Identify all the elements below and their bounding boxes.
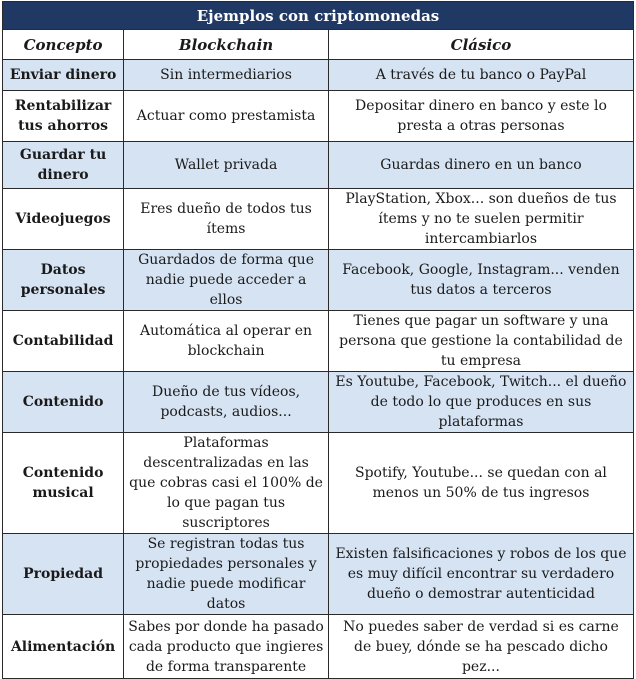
row-blockchain: Wallet privada xyxy=(124,142,329,189)
table-row xyxy=(3,250,634,311)
row-classic: Depositar dinero en banco y este lo presta a otras personas xyxy=(328,91,633,142)
table-row xyxy=(3,534,634,615)
row-classic: No puedes saber de verdad si es carne de buey, dónde se ha pescado dicho pez... xyxy=(328,615,633,679)
row-classic: PlayStation, Xbox... son dueños de tus ítems y no te suelen permitir intercambiarlos xyxy=(328,189,633,250)
row-concept: Contabilidad xyxy=(3,311,124,372)
row-concept: Enviar dinero xyxy=(3,60,124,91)
row-classic: Existen falsificaciones y robos de los que es muy difícil encontrar su verdadero dueño o demostrar autenticidad xyxy=(328,534,633,615)
table-row xyxy=(3,615,634,679)
row-blockchain: Sabes por donde ha pasado cada producto que ingieres de forma transparente xyxy=(124,615,329,679)
row-classic: Es Youtube, Facebook, Twitch... el dueño de todo lo que produces en sus plataformas xyxy=(328,372,633,433)
table-row xyxy=(3,433,634,534)
row-concept: Contenido xyxy=(3,372,124,433)
table-row xyxy=(3,311,634,372)
row-concept: Contenido musical xyxy=(3,433,124,534)
header-concept: Concepto xyxy=(3,30,124,60)
row-blockchain: Se registran todas tus propiedades personales y nadie puede modificar datos xyxy=(124,534,329,615)
row-blockchain: Plataformas descentralizadas en las que cobras casi el 100% de lo que pagan tus suscriptores xyxy=(124,433,329,534)
row-concept: Guardar tu dinero xyxy=(3,142,124,189)
row-blockchain: Guardados de forma que nadie puede acceder a ellos xyxy=(124,250,329,311)
row-classic: Spotify, Youtube... se quedan con al menos un 50% de tus ingresos xyxy=(328,433,633,534)
table-row xyxy=(3,142,634,189)
row-blockchain: Dueño de tus vídeos, podcasts, audios... xyxy=(124,372,329,433)
table-title: Ejemplos con criptomonedas xyxy=(3,2,634,30)
row-concept: Rentabilizar tus ahorros xyxy=(3,91,124,142)
row-classic: Guardas dinero en un banco xyxy=(328,142,633,189)
header-classic: Clásico xyxy=(328,30,633,60)
row-classic: Tienes que pagar un software y una persona que gestione la contabilidad de tu empresa xyxy=(328,311,633,372)
row-blockchain: Sin intermediarios xyxy=(124,60,329,91)
row-concept: Videojuegos xyxy=(3,189,124,250)
table-row xyxy=(3,372,634,433)
row-blockchain: Eres dueño de todos tus ítems xyxy=(124,189,329,250)
row-concept: Alimentación xyxy=(3,615,124,679)
crypto-comparison-table xyxy=(2,1,634,679)
row-concept: Datos personales xyxy=(3,250,124,311)
header-row xyxy=(3,30,634,60)
row-blockchain: Automática al operar en blockchain xyxy=(124,311,329,372)
table-title-row xyxy=(3,2,634,30)
table-row xyxy=(3,91,634,142)
row-concept: Propiedad xyxy=(3,534,124,615)
row-blockchain: Actuar como prestamista xyxy=(124,91,329,142)
table-row xyxy=(3,60,634,91)
row-classic: Facebook, Google, Instagram... venden tus datos a terceros xyxy=(328,250,633,311)
header-blockchain: Blockchain xyxy=(124,30,329,60)
table-row xyxy=(3,189,634,250)
row-classic: A través de tu banco o PayPal xyxy=(328,60,633,91)
